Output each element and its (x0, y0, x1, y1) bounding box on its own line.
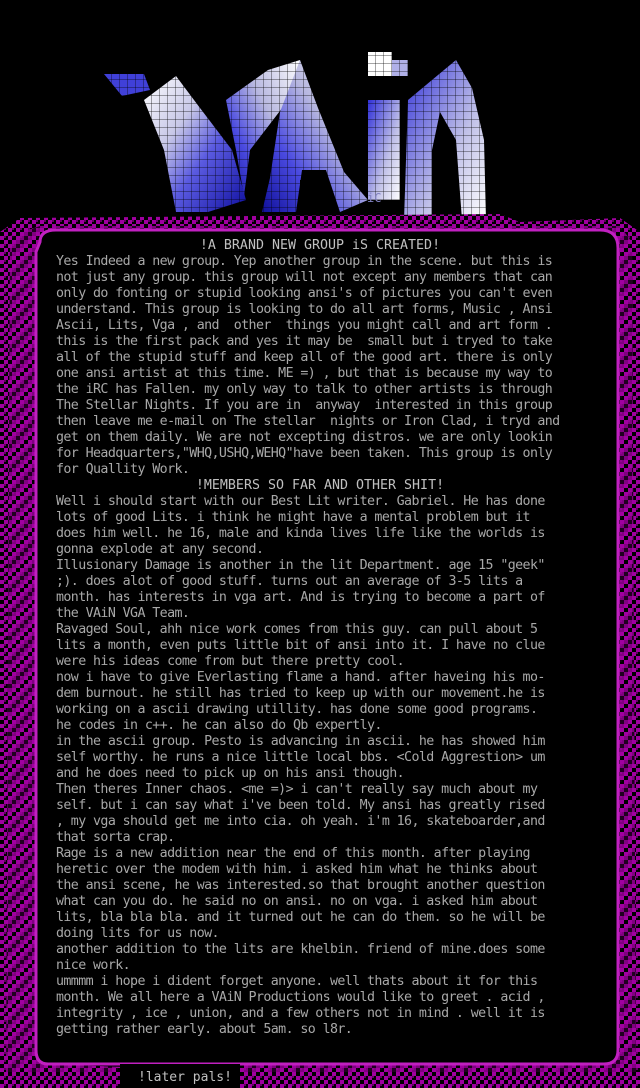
text-line: doing lits for us now. (56, 926, 219, 941)
text-line: get on them daily. We are not excepting distros. we are only lookin (56, 430, 553, 445)
text-line: understand. This group is looking to do all art forms, Music , Ansi (56, 302, 553, 317)
text-line: all of the stupid stuff and keep all of the good art. there is only (56, 350, 553, 365)
text-line: what can you do. he said no on ansi. no on vga. i asked him about (56, 894, 538, 909)
text-line: in the ascii group. Pesto is advancing in ascii. he has showed him (56, 734, 545, 749)
text-line: now i have to give Everlasting flame a hand. after haveing his mo- (56, 670, 545, 685)
text-line: lots of good Lits. i think he might have a mental problem but it (56, 510, 530, 525)
text-line: only do fonting or stupid looking ansi's of pictures you can't even (56, 286, 553, 301)
text-line: Well i should start with our Best Lit writer. Gabriel. He has done (56, 494, 545, 509)
text-line: Then theres Inner chaos. <me =)> i can't really say much about my (56, 782, 538, 797)
text-line: ummmm i hope i dident forget anyone. well thats about it for this (56, 974, 538, 989)
text-line: lits a month, even puts little bit of ansi into it. I have no clue (56, 638, 545, 653)
text-line: ;). does alot of good stuff. turns out an average of 3-5 lits a (56, 574, 523, 589)
text-line: the VAiN VGA Team. (56, 606, 190, 621)
text-line: Yes Indeed a new group. Yep another group in the scene. but this is (56, 254, 553, 269)
vain-logo (0, 0, 640, 230)
text-line: integrity , ice , union, and a few others not in mind . well it is (56, 1006, 545, 1021)
text-line: The Stellar Nights. If you are in anyway interested in this group (56, 398, 553, 413)
text-line: working on a ascii drawing utillity. has done some good programs. (56, 702, 538, 717)
text-line: getting rather early. about 5am. so l8r. (56, 1022, 353, 1037)
footer-text: !later pals! (138, 1070, 232, 1085)
section2-heading: !MEMBERS SO FAR AND OTHER SHIT! (195, 478, 445, 493)
text-line: Ascii, Lits, Vga , and other things you might call and art form . (56, 318, 553, 333)
text-line: , my vga should get me into cia. oh yeah. i'm 16, skateboarder,and (56, 814, 545, 829)
text-line: gonna explode at any second. (56, 542, 264, 557)
text-line: Ravaged Soul, ahh nice work comes from this guy. can pull about 5 (56, 622, 538, 637)
text-line: and he does need to pick up on his ansi though. (56, 766, 405, 781)
text-line: self worthy. he runs a nice little local bbs. <Cold Aggrestion> um (56, 750, 545, 765)
text-line: not just any group. this group will not except any members that can (56, 270, 553, 285)
text-line: self. but i can say what i've been told. My ansi has greatly rised (56, 798, 545, 813)
text-line: for Quallity Work. (56, 462, 190, 477)
logo-tag: iC (367, 191, 382, 205)
text-line: nice work. (56, 958, 131, 973)
text-line: for Headquarters,"WHQ,USHQ,WEHQ"have been taken. This group is only (56, 446, 553, 461)
text-line: another addition to the lits are khelbin. friend of mine.does some (56, 942, 545, 957)
text-line: month. has interests in vga art. And is trying to become a part of (56, 590, 545, 605)
text-line: Rage is a new addition near the end of this month. after playing (56, 846, 530, 861)
text-line: the iRC has Fallen. my only way to talk to other artists is through (56, 382, 553, 397)
text-line: this is the first pack and yes it may be small but i tryed to take (56, 334, 553, 349)
text-line: Illusionary Damage is another in the lit Department. age 15 "geek" (56, 558, 545, 573)
text-line: heretic over the modem with him. i asked him what he thinks about (56, 862, 538, 877)
text-line: one ansi artist at this time. ME =) , but that is because my way to (56, 366, 553, 381)
text-line: the ansi scene, he was interested.so that brought another question (56, 878, 545, 893)
text-line: month. We all here a VAiN Productions would like to greet . acid , (56, 990, 545, 1005)
text-line: were his ideas come from but there pretty cool. (56, 654, 405, 669)
text-line: dem burnout. he still has tried to keep up with our movement.he is (56, 686, 545, 701)
text-line: then leave me e-mail on The stellar nights or Iron Clad, i tryd and (56, 414, 560, 429)
section1-heading: !A BRAND NEW GROUP iS CREATED! (199, 238, 441, 253)
text-line: lits, bla bla bla. and it turned out he can do them. so he will be (56, 910, 545, 925)
text-line: he codes in c++. he can also do Qb expertly. (56, 718, 382, 733)
text-line: that sorta crap. (56, 830, 175, 845)
section2-body (56, 494, 616, 1038)
section1-body (56, 254, 616, 478)
text-line: does him well. he 16, male and kinda lives life like the worlds is (56, 526, 545, 541)
